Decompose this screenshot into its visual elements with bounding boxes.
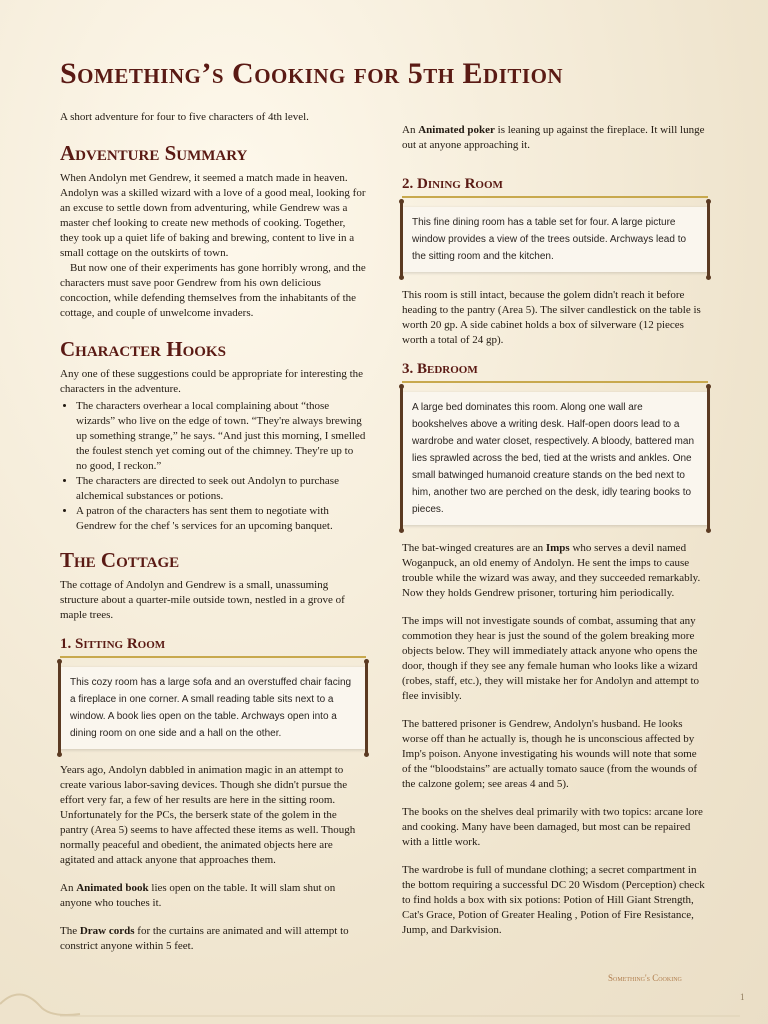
box-rail-left bbox=[400, 386, 403, 531]
dining-room-readaloud-box bbox=[402, 207, 708, 272]
sitting-room-paragraph: Years ago, Andolyn dabbled in animation magic in an attempt to create various labor-saving devices. Though she didn't pursue the effort very far, a few of her results are here in the sitting room. Unfortunately for the PCs, the berserk state of the golem in the pantry (Area 5) seems to have affected these items as well. Though normally peaceful and obedient, the animated objects here are agitated and attack anyone that approaches them. bbox=[60, 764, 356, 866]
right-column bbox=[402, 123, 708, 938]
creature-name: Animated book bbox=[76, 882, 149, 894]
box-rail-left bbox=[400, 201, 403, 278]
animated-poker-paragraph bbox=[402, 123, 708, 153]
summary-paragraph-1: When Andolyn met Gendrew, it seemed a match made in heaven. Andolyn was a skilled wizard with a love of a good meal, looking for an excuse to settle down from adventuring, while Gendrew was a master chef looking to create new methods of cooking. Together, they took up a quiet life of baking and brewing, content to live in a small cottage on the outskirts of town. bbox=[60, 172, 366, 259]
footer-ornament bbox=[0, 984, 768, 1024]
dining-room-readaloud-text: This fine dining room has a table set for four. A large picture window provides a view of the trees outside. Archways lead to the sitting room and the kitchen. bbox=[412, 217, 687, 262]
page-title: Something’s Cooking for 5th Edition bbox=[60, 57, 564, 90]
creature-name: Imps bbox=[545, 542, 570, 554]
creature-name: Animated poker bbox=[418, 124, 495, 136]
sitting-room-heading: 1. Sitting Room bbox=[60, 635, 366, 658]
text-span: is leaning up against the fireplace. It will lunge out at anyone approaching it. bbox=[402, 124, 705, 151]
text-span: for the curtains are animated and will attempt to constrict anyone within 5 feet. bbox=[60, 925, 349, 952]
page-number: 1 bbox=[740, 992, 745, 1002]
hooks-list bbox=[60, 399, 366, 534]
box-rail-left bbox=[58, 661, 61, 755]
intro-text: A short adventure for four to five characters of 4th level. bbox=[60, 111, 309, 123]
bedroom-paragraph-4: The books on the shelves deal primarily with two topics: arcane lore and cooking. Many have been damaged, but most can be repaired with a little work. bbox=[402, 806, 703, 848]
bedroom-readaloud-text: A large bed dominates this room. Along one wall are bookshelves above a writing desk. Half-open doors lead to a wardrobe and water closet, respectively. A bloody, battered man lies sprawled across the bed, tied at the wrists and ankles. One small batwinged humanoid creature stands on the bed next to him, another two are perched on the desk, idly tearing books to pieces. bbox=[412, 402, 695, 515]
footer-label: Something's Cooking bbox=[608, 973, 682, 983]
list-item: • The characters overhear a local complaining about “those wizards” who live on the edge of town. “They're always brewing up something strange,” he says. “And just this morning, I smelled the foulest stench yet coming out of the chimney. They're up to no good, I reckon.” bbox=[76, 399, 366, 474]
sitting-room-readaloud-box bbox=[60, 667, 366, 749]
text-span: lies open on the table. It will slam shut on anyone who touches it. bbox=[60, 882, 336, 909]
summary-paragraph-2: But now one of their experiments has gone horribly wrong, and the characters must save poor Gendrew from his own delicious concoction, while defending themselves from the inhabitants of the cottage, and couple of unwelcome invaders. bbox=[60, 262, 366, 319]
animated-book-paragraph bbox=[60, 881, 366, 911]
text-span: An bbox=[60, 882, 77, 894]
hooks-intro: Any one of these suggestions could be appropriate for interesting the characters in the adventure. bbox=[60, 368, 364, 395]
left-column bbox=[60, 110, 366, 954]
bedroom-heading: 3. Bedroom bbox=[402, 360, 708, 383]
cottage-heading: The Cottage bbox=[60, 548, 180, 572]
ornament-swirl bbox=[0, 994, 80, 1015]
box-rail-right bbox=[365, 661, 368, 755]
character-hooks-heading: Character Hooks bbox=[60, 337, 226, 361]
text-span: An bbox=[402, 124, 419, 136]
imps-paragraph bbox=[402, 541, 708, 601]
text-span: who serves a devil named Woganpuck, an old enemy of Andolyn. He sent the imps to cause trouble while the wizard was away, and they succeeded remarkably. Now they holds Gendrew prisoner, torturing him periodically. bbox=[402, 542, 701, 599]
list-item: • The characters are directed to seek out Andolyn to purchase alchemical substances or potions. bbox=[76, 474, 366, 504]
cottage-paragraph: The cottage of Andolyn and Gendrew is a small, unassuming structure about a quarter-mile outside town, nestled in a grove of maple trees. bbox=[60, 579, 345, 621]
adventure-summary-heading: Adventure Summary bbox=[60, 141, 248, 165]
dining-room-paragraph: This room is still intact, because the golem didn't reach it before heading to the pantry (Area 5). The silver candlestick on the table is worth 20 gp. A side cabinet holds a box of silverware (12 pieces worth a total of 24 gp). bbox=[402, 289, 701, 346]
bedroom-paragraph-3: The battered prisoner is Gendrew, Andolyn's husband. He looks worse off than he actually is, though he is unconscious affected by Imp's poison. Anyone investigating his wounds will note that some of the “bloodstains” are actually tomato sauce (from the wounds of the calzone golem; see areas 4 and 5). bbox=[402, 718, 698, 790]
draw-cords-paragraph bbox=[60, 924, 366, 954]
list-item: • A patron of the characters has sent them to negotiate with Gendrew for the chef 's services for an upcoming banquet. bbox=[76, 504, 366, 534]
sitting-room-readaloud-text: This cozy room has a large sofa and an overstuffed chair facing a fireplace in one corner. A small reading table sits next to a window. A book lies open on the table. Archways open into a dining room on one side and a hall on the other. bbox=[70, 677, 352, 739]
text-span: The bat-winged creatures are an bbox=[402, 542, 546, 554]
box-rail-right bbox=[707, 201, 710, 278]
bedroom-paragraph-2: The imps will not investigate sounds of combat, assuming that any commotion they hear is just the sound of the golem breaking more objects below. They will immediately attack anyone who opens the door, though if they see any female human who looks like a wizard (robes, staff, etc.), they will mistake her for Andolyn and attempt to flee invisibly. bbox=[402, 615, 700, 702]
box-rail-right bbox=[707, 386, 710, 531]
text-span: The bbox=[60, 925, 80, 937]
dining-room-heading: 2. Dining Room bbox=[402, 175, 708, 198]
bedroom-paragraph-5: The wardrobe is full of mundane clothing; a secret compartment in the bottom requiring a successful DC 20 Wisdom (Perception) check to find holds a box with six potions: Potion of Hill Giant Strength, Cat's Grace, Potion of Greater Healing , Potion of Fire Resistance, Jump, and Darkvision. bbox=[402, 864, 705, 936]
creature-name: Draw cords bbox=[79, 925, 135, 937]
bedroom-readaloud-box bbox=[402, 392, 708, 525]
